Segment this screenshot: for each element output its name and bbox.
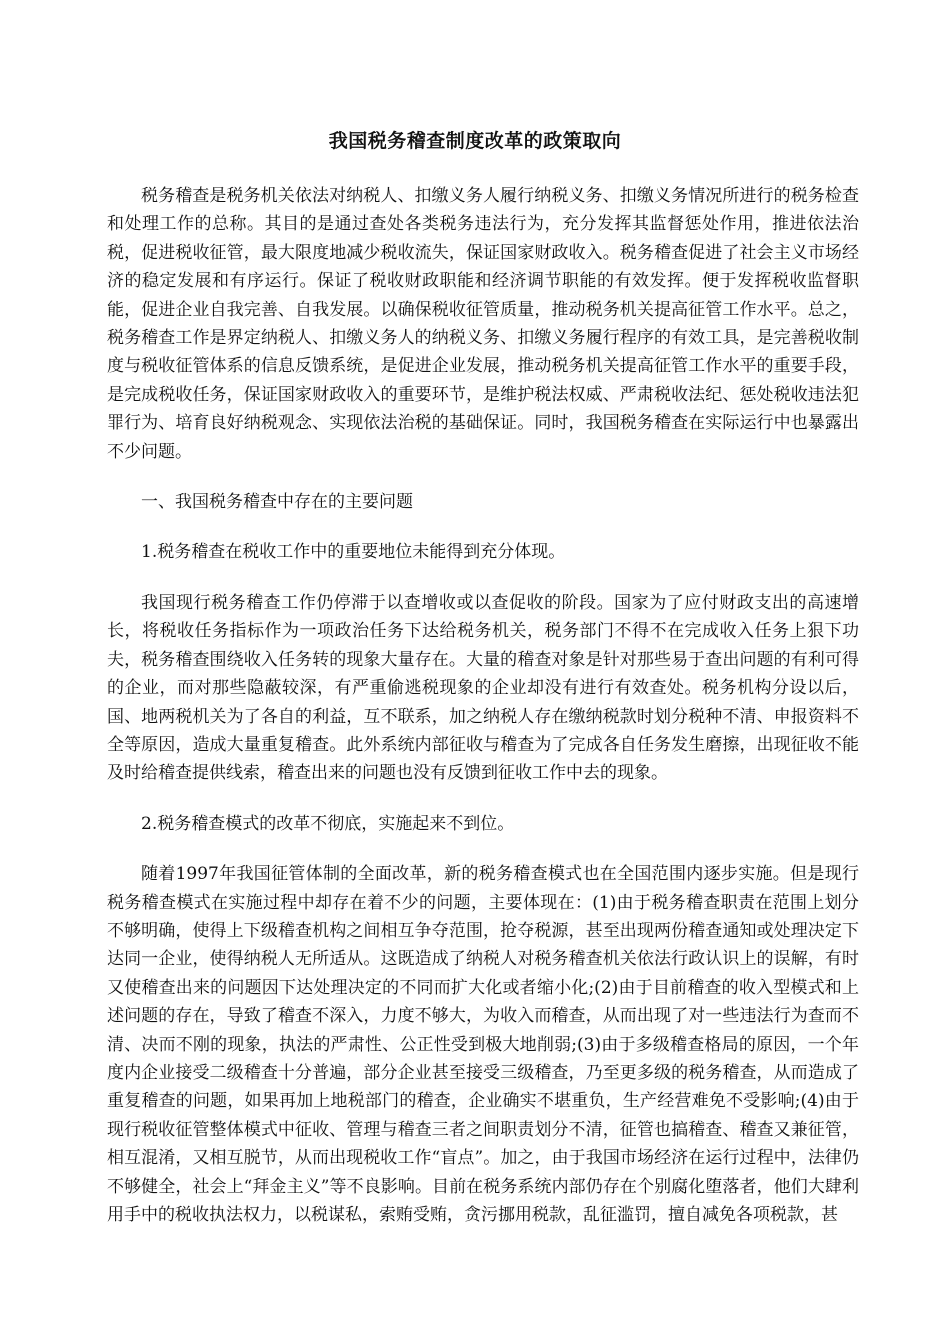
spacer bbox=[107, 567, 859, 589]
spacer bbox=[107, 838, 859, 860]
document-title: 我国税务稽查制度改革的政策取向 bbox=[328, 130, 622, 152]
section-heading: 一、我国税务稽查中存在的主要问题 bbox=[141, 492, 413, 513]
paragraph-intro: 税务稽查是税务机关依法对纳税人、扣缴义务人履行纳税义务、扣缴义务情况所进行的税务检查和处理工作的总称。其目的是通过查处各类税务违法行为，充分发挥其监督惩处作用，推进依法治税，促进税收征管，最大限度地减少税收流失，保证国家财政收入。税务稽查促进了社会主义市场经济的稳定发展和有序运行。保证了税收财政职能和经济调节职能的有效发挥。便于发挥税收监督职能，促进企业自我完善、自我发展。以确保税收征管质量，推动税务机关提高征管工作水平。总之，税务稽查工作是界定纳税人、扣缴义务人的纳税义务、扣缴义务履行程序的有效工具，是完善税收制度与税收征管体系的信息反馈系统，是促进企业发展，推动税务机关提高征管工作水平的重要手段，是完成税收任务，保证国家财政收入的重要环节，是维护税法权威、严肃税收法纪、惩处税收违法犯罪行为、培育良好纳税观念、实现依法治税的基础保证。同时，我国税务稽查在实际运行中也暴露出不少问题。 bbox=[107, 186, 859, 462]
document-body bbox=[107, 182, 859, 1229]
spacer bbox=[107, 466, 859, 488]
spacer bbox=[107, 788, 859, 810]
subheading-1: 1.税务稽查在税收工作中的重要地位未能得到充分体现。 bbox=[141, 542, 566, 563]
spacer bbox=[107, 516, 859, 538]
paragraph-1: 我国现行税务稽查工作仍停滞于以查增收或以查促收的阶段。国家为了应付财政支出的高速增长，将税收任务指标作为一项政治任务下达给税务机关，税务部门不得不在完成收入任务上狠下功夫，税务稽查围绕收入任务转的现象大量存在。大量的稽查对象是针对那些易于查出问题的有利可得的企业，而对那些隐蔽较深，有严重偷逃税现象的企业却没有进行有效查处。税务机构分设以后，国、地两税机关为了各自的利益，互不联系，加之纳税人存在缴纳税款时划分税种不清、申报资料不全等原因，造成大量重复稽查。此外系统内部征收与稽查为了完成各自任务发生磨擦，出现征收不能及时给稽查提供线索，稽查出来的问题也没有反馈到征收工作中去的现象。 bbox=[107, 592, 859, 784]
subheading-2: 2.税务稽查模式的改革不彻底，实施起来不到位。 bbox=[141, 813, 515, 834]
paragraph-2: 随着1997年我国征管体制的全面改革，新的税务稽查模式也在全国范围内逐步实施。但是现行税务稽查模式在实施过程中却存在着不少的问题，主要体现在：(1)由于税务稽查职责在范围上划分不够明确，使得上下级稽查机构之间相互争夺范围，抢夺税源，甚至出现两份稽查通知或处理决定下达同一企业，使得纳税人无所适从。这既造成了纳税人对税务稽查机关依法行政认识上的误解，有时又使稽查出来的问题因下达处理决定的不同而扩大化或者缩小化;(2)由于目前稽查的收入型模式和上述问题的存在，导致了稽查不深入，力度不够大，为收入而稽查，从而出现了对一些违法行为查而不清、决而不刚的现象，执法的严肃性、公正性受到极大地削弱;(3)由于多级稽查格局的原因，一个年度内企业接受二级稽查十分普遍，部分企业甚至接受三级稽查，乃至更多级的税务稽查，从而造成了重复稽查的问题，如果再加上地税部门的稽查，企业确实不堪重负，生产经营难免不受影响;(4)由于现行税收征管整体模式中征收、管理与稽查三者之间职责划分不清，征管也搞稽查、稽查又兼征管，相互混淆，又相互脱节，从而出现税收工作“盲点”。加之，由于我国市场经济在运行过程中，法律仍不够健全，社会上“拜金主义”等不良影响。目前在税务系统内部仍存在个别腐化堕落者，他们大肆利用手中的税收执法权力，以税谋私，索贿受贿，贪污挪用税款，乱征滥罚，擅自减免各项税款，甚 bbox=[107, 864, 859, 1225]
